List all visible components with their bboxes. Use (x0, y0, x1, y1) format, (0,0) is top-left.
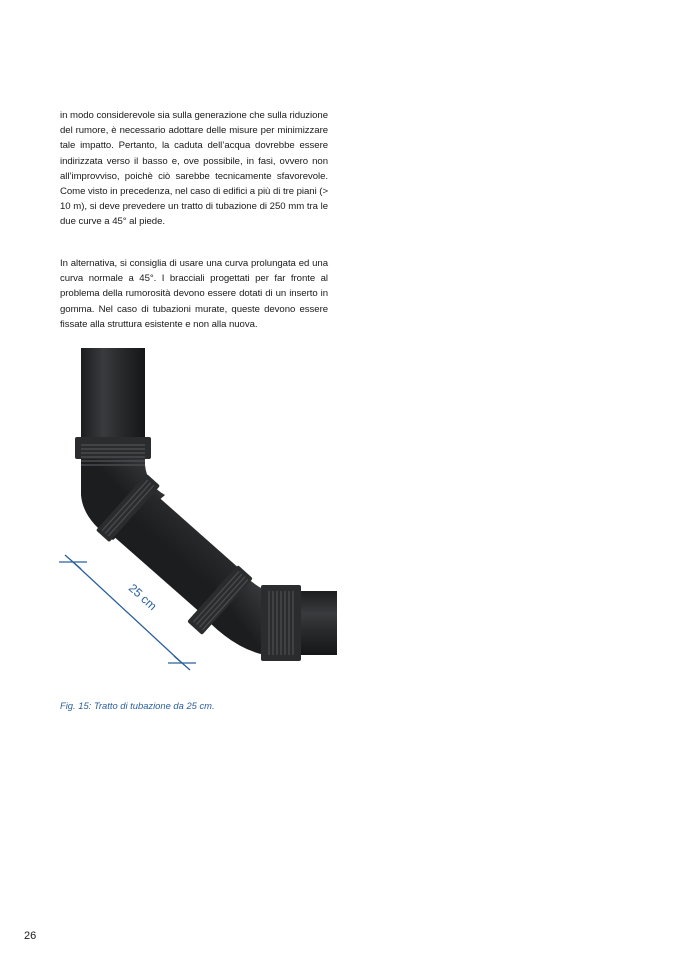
page-number: 26 (24, 930, 37, 942)
horizontal-socket-ribs (269, 591, 293, 655)
body-paragraph-2: In alternativa, si consiglia di usare una curva prolungata ed una curva normale a 45°. I bracciali progettati per far fronte al problema della rumorosità devono essere dotati di un inserto in gomma. Nel caso di tubazioni murate, queste devono essere fissate alla struttura esistente e non alla nuova. (60, 258, 328, 330)
pipe-bend-illustration (55, 345, 340, 675)
vertical-pipe (81, 348, 145, 448)
body-paragraph-1: in modo considerevole sia sulla generazione che sulla riduzione del rumore, è necessario adottare delle misure per minimizzare tale impatto. Pertanto, la caduta dell’acqua dovrebbe essere indirizzata verso il basso e, ove possibile, in fasi, ovvero non all’improvviso, poichè ciò sarebbe tecnicamente sfavorevole. Come visto in precedenza, nel caso di edifici a più di tre piani (> 10 m), si deve prevedere un tratto di tubazione di 250 mm tra le due curve a 45° al piede. (60, 110, 328, 228)
figure-caption: Fig. 15: Tratto di tubazione da 25 cm. (60, 700, 215, 711)
vertical-socket (75, 437, 151, 459)
pipe-bend-figure (55, 345, 340, 680)
dimension-label: 25 cm (125, 580, 160, 614)
